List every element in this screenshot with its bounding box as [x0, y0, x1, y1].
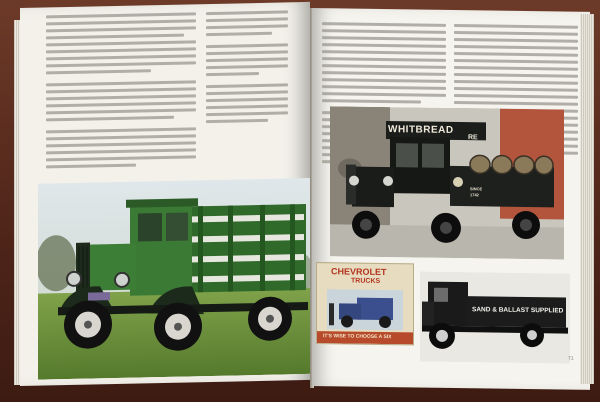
- green-truck-photo: [38, 178, 310, 380]
- left-text-column-1: [46, 12, 196, 172]
- right-page: [312, 8, 590, 390]
- page-edges-right: [580, 14, 594, 384]
- left-text-column-2: [206, 10, 288, 127]
- sand-ballast-truck-photo: [420, 272, 570, 364]
- whitbread-sign: WHITBREAD: [388, 124, 454, 136]
- page-number: 71: [568, 355, 574, 362]
- whitbread-side-text-2: 1742: [470, 192, 479, 198]
- whitbread-truck-photo: [330, 106, 564, 259]
- chevrolet-ad-title: CHEVROLET: [331, 266, 387, 278]
- whitbread-sign-right: RE: [468, 134, 478, 142]
- whitbread-side-text-1: SINCE: [470, 186, 483, 192]
- chevrolet-ad: [316, 262, 414, 345]
- green-truck-illustration: [38, 178, 310, 380]
- chevrolet-ad-slogan: IT'S WISE TO CHOOSE A SIX: [323, 333, 392, 341]
- sand-ballast-sign: SAND & BALLAST SUPPLIED: [472, 306, 564, 315]
- left-page: [20, 2, 310, 386]
- chevrolet-ad-subtitle: TRUCKS: [351, 277, 381, 285]
- open-book: [14, 8, 594, 394]
